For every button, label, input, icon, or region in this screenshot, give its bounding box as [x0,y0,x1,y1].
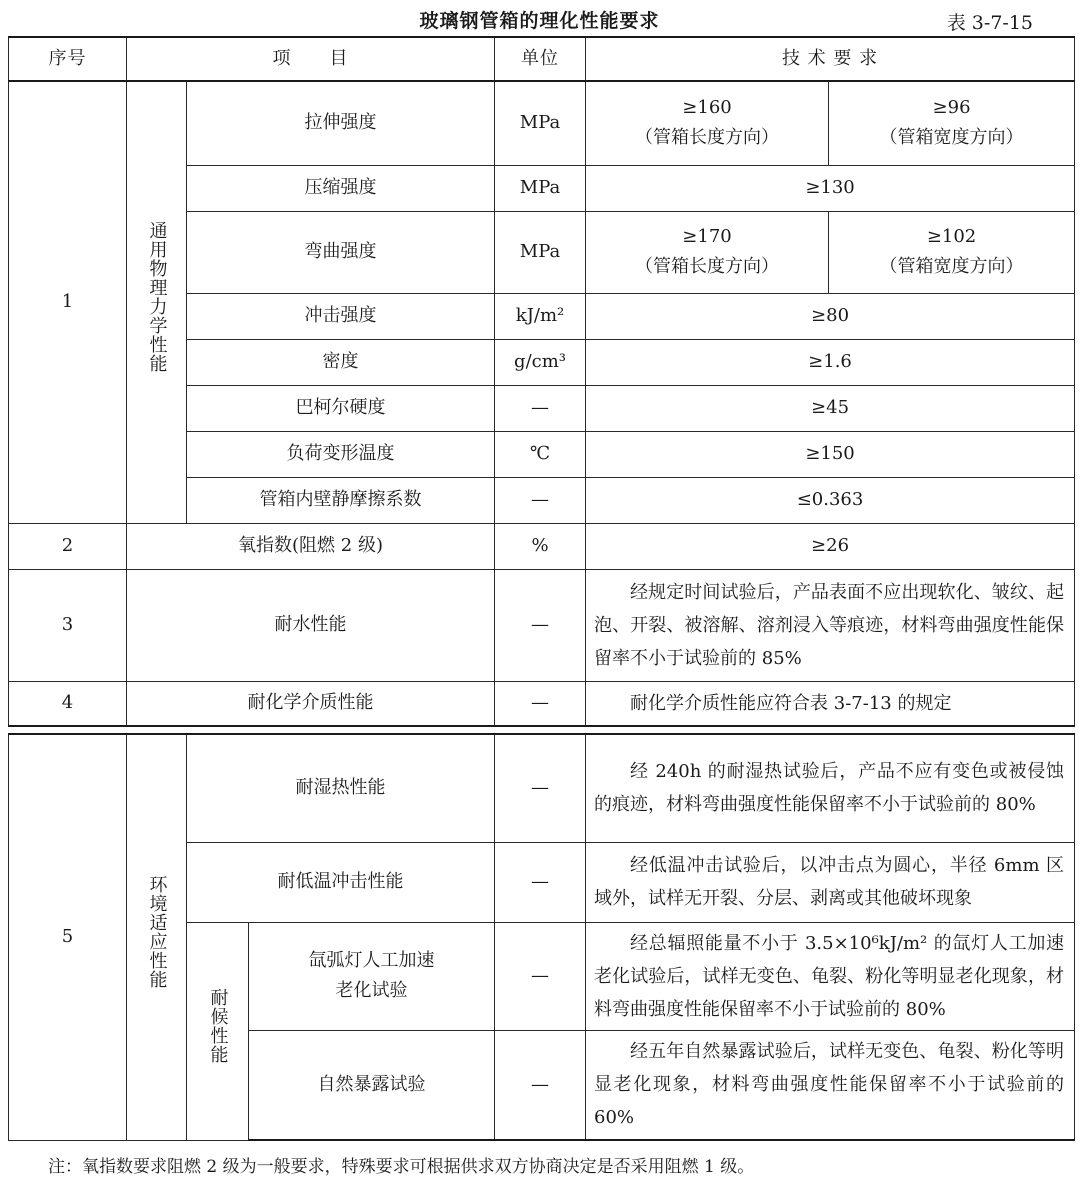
item-name [249,922,495,1030]
requirement: ≥26 [586,523,1075,569]
item-name: 负荷变形温度 [187,431,495,477]
requirement-note: （管箱长度方向） [635,256,780,277]
requirement-text: 耐化学介质性能应符合表 3-7-13 的规定 [630,692,952,714]
item-name: 密度 [187,339,495,385]
requirement-note: （管箱宽度方向） [879,127,1024,149]
item-name: 耐水性能 [127,569,495,681]
properties-table [8,36,1075,1141]
item-name: 耐湿热性能 [187,734,495,842]
requirement: ≥130 [586,165,1075,211]
table-row [9,734,1075,842]
item-unit: — [495,842,586,922]
requirement-note: （管箱宽度方向） [879,256,1024,277]
requirement [586,569,1075,681]
requirement: ≤0.363 [586,477,1075,523]
item-unit: ℃ [495,431,586,477]
header-requirement: 技 术 要 求 [586,37,1075,81]
item-name-line: 老化试验 [335,980,408,1001]
requirement-value: ≥160 [682,97,732,119]
table-title: 玻璃钢管箱的理化性能要求 [419,10,660,32]
category-label: 环境适应性能 [146,875,168,990]
requirement [586,681,1075,726]
item-unit: — [495,681,586,726]
item-unit: — [495,385,586,431]
subcategory-cell [187,922,249,1140]
table-row [9,569,1075,681]
requirement-length-direction [586,81,829,165]
category-cell [127,734,187,1140]
requirement-text: 经低温冲击试验后，以冲击点为圆心，半径 6mm 区域外，试样无开裂、分层、剥离或其他破坏现象 [594,855,1065,909]
requirement [586,734,1075,842]
item-unit: kJ/m² [495,293,586,339]
requirement-value: ≥170 [682,226,732,247]
item-name: 耐低温冲击性能 [187,842,495,922]
item-name: 拉伸强度 [187,81,495,165]
row-no: 4 [9,681,127,726]
requirement-text: 经 240h 的耐湿热试验后，产品不应有变色或被侵蚀的痕迹，材料弯曲强度性能保留率不小于试验前的 80% [594,761,1065,816]
requirement-width-direction [829,211,1075,293]
row-no: 1 [9,81,127,523]
item-unit: — [495,922,586,1030]
requirement [586,842,1075,922]
requirement-width-direction [829,81,1075,165]
item-unit: — [495,1030,586,1140]
item-unit: — [495,569,586,681]
category-label: 通用物理力学性能 [146,221,168,374]
item-name: 冲击强度 [187,293,495,339]
requirement [586,922,1075,1030]
item-name: 弯曲强度 [187,211,495,293]
row-no: 2 [9,523,127,569]
requirement: ≥1.6 [586,339,1075,385]
table-row [9,681,1075,726]
item-unit: MPa [495,211,586,293]
item-unit: g/cm³ [495,339,586,385]
item-name: 自然暴露试验 [249,1030,495,1140]
item-unit: MPa [495,81,586,165]
requirement-value: ≥102 [926,226,977,247]
subcategory-label: 耐候性能 [207,988,229,1064]
table-gap [9,726,1075,734]
item-unit: — [495,734,586,842]
requirement: ≥150 [586,431,1075,477]
requirement-length-direction [586,211,829,293]
requirement-note: （管箱长度方向） [635,127,780,149]
item-unit: % [495,523,586,569]
header-no: 序号 [9,37,127,81]
item-unit: MPa [495,165,586,211]
requirement-text: 经规定时间试验后，产品表面不应出现软化、皱纹、起泡、开裂、被溶解、溶剂浸入等痕迹，材料弯曲强度性能保留率不小于试验前的 85% [594,581,1065,669]
item-name-line: 氙弧灯人工加速 [308,950,435,971]
requirement: ≥80 [586,293,1075,339]
requirement [586,1030,1075,1140]
item-name: 耐化学介质性能 [127,681,495,726]
requirement-text: 经总辐照能量不小于 3.5×10⁶kJ/m² 的氙灯人工加速老化试验后，试样无变色、龟裂、粉化等明显老化现象，材料弯曲强度性能保留率不小于试验前的 80% [594,932,1065,1020]
category-cell [127,81,187,523]
item-name: 氧指数(阻燃 2 级) [127,523,495,569]
item-name: 管箱内壁静摩擦系数 [187,477,495,523]
row-no: 5 [9,734,127,1140]
header-unit: 单位 [495,37,586,81]
item-name: 压缩强度 [187,165,495,211]
table-row [9,523,1075,569]
table-note: 注：氧指数要求阻燃 2 级为一般要求，特殊要求可根据供求双方协商决定是否采用阻燃 1 级。 [48,1157,755,1177]
requirement-text: 经五年自然暴露试验后，试样无变色、龟裂、粉化等明显老化现象，材料弯曲强度性能保留率不小于试验前的 60% [594,1041,1065,1129]
table-number: 表 3-7-15 [946,12,1033,34]
item-name: 巴柯尔硬度 [187,385,495,431]
requirement: ≥45 [586,385,1075,431]
row-no: 3 [9,569,127,681]
item-unit: — [495,477,586,523]
header-item: 项 目 [127,37,495,81]
table-row [9,81,1075,165]
requirement-value: ≥96 [932,97,971,119]
header-row [9,37,1075,81]
